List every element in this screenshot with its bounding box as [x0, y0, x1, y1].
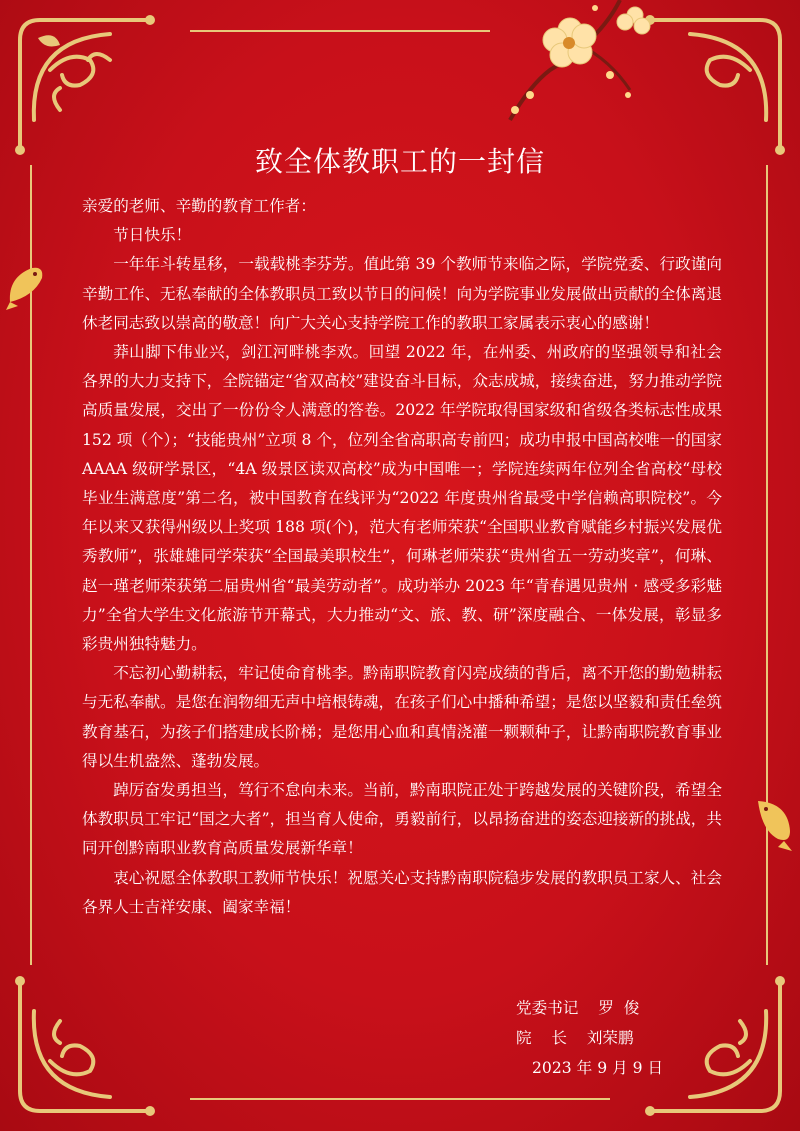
- letter-title: 致全体教职工的一封信: [254, 145, 545, 178]
- paragraph: 踔厉奋发勇担当，笃行不怠向未来。当前，黔南职院正处于跨越发展的关键阶段，希望全体教职员工牢记“国之大者”，担当育人使命，勇毅前行，以昂扬奋进的姿态迎接新的挑战，共同开创黔南职业教育高质量发展新华章！: [82, 781, 722, 858]
- greeting: 节日快乐！: [113, 226, 192, 245]
- corner-ornament-icon: [0, 961, 170, 1131]
- paragraph: 衷心祝愿全体教职工教师节快乐！祝愿关心支持黔南职院稳步发展的教职员工家人、社会各界人士吉祥安康、阖家幸福！: [82, 868, 722, 916]
- plum-blossom-icon: [470, 0, 670, 130]
- salutation: 亲爱的老师、辛勤的教育工作者：: [82, 197, 316, 215]
- paragraph: 莽山脚下伟业兴，剑江河畔桃李欢。回望 2022 年，在州委、州政府的坚强领导和社会各界的大力支持下，全院锚定“省双高校”建设奋斗目标，众志成城，接续奋进，努力推动学院高质量发展，交出了一份份令人满意的答卷。2022 年学院取得国家级和省级各类标志性成果 152 项（个）；“技能贵州”立项 8 个，位列全省高职高专前四；成功申报中国高校唯一的国家 AAAA 级研学景区，“4A 级景区读双高校”成为中国唯一；学院连续两年位列全省高校“母校毕业生满意度”第二名，被中国教育在线评为“2022 年度贵州省最受中学信赖高职院校”。今年以来又获得州级以上奖项 188 项(个)，范大有老师荣获“全国职业教育赋能乡村振兴发展优秀教师”，张雄雄同学荣获“全国最美职校生”，何琳老师荣获“贵州省五一劳动奖章”，何琳、赵一瑾老师荣获第二届贵州省“最美劳动者”。成功举办 2023 年“青春遇见贵州 · 感受多彩魅力”全省大学生文化旅游节开幕式，大力推动“文、旅、教、研”深度融合、一体发展，彰显多彩贵州独特魅力。: [82, 343, 722, 654]
- corner-ornament-icon: [630, 961, 800, 1131]
- signature-president: 院 长 刘荣鹏: [516, 1029, 634, 1047]
- fish-icon: [4, 262, 48, 312]
- frame-bottom-line: [190, 1098, 610, 1100]
- paragraph: 不忘初心勤耕耘，牢记使命育桃李。黔南职院教育闪亮成绩的背后，离不开您的勤勉耕耘与无私奉献。是您在润物细无声中培根铸魂，在孩子们心中播种希望；是您以坚毅和责任垒筑教育基石，为孩子们搭建成长阶梯；是您用心血和真情浇灌一颗颗种子，让黔南职院教育事业得以生机盎然、蓬勃发展。: [82, 664, 722, 770]
- signature-party-secretary: 党委书记 罗 俊: [516, 999, 640, 1017]
- fish-icon: [748, 795, 796, 853]
- signature-date: 2023 年 9 月 9 日: [532, 1059, 664, 1077]
- letter-body: [82, 192, 722, 922]
- paragraph: 一年年斗转星移，一载载桃李芬芳。值此第 39 个教师节来临之际，学院党委、行政谨向辛勤工作、无私奉献的全体教职员工致以节日的问候！向为学院事业发展做出贡献的全体离退休老同志致以崇高的敬意！向广大关心支持学院工作的教职工家属表示衷心的感谢！: [82, 255, 722, 332]
- frame-top-line: [190, 30, 490, 32]
